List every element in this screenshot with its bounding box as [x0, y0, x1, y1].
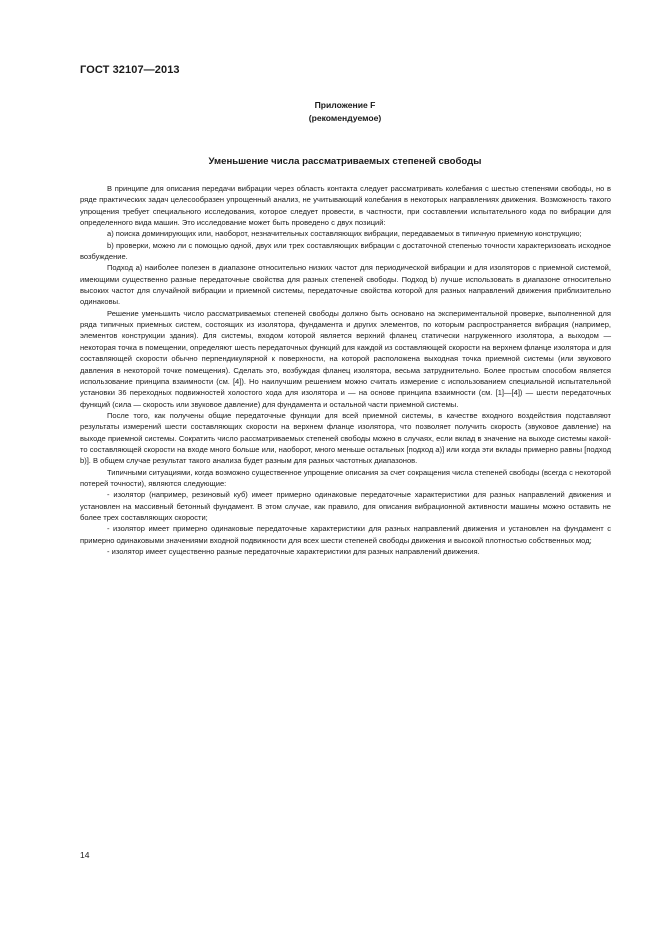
- list-item: - изолятор имеет существенно разные передаточные характеристики для разных направлений движения.: [107, 547, 480, 556]
- section-title: Уменьшение числа рассматриваемых степеней свободы: [208, 156, 482, 167]
- list-item: - изолятор имеет примерно одинаковые передаточные характеристики для разных направлений движения и установлен на фундамент с примерно одинаковыми значениями входной подвижности для всех шести степеней свободы движения и высокой плотностью собственных мод;: [80, 524, 611, 545]
- page-number: 14: [80, 850, 90, 860]
- appendix-status: (рекомендуемое): [308, 113, 382, 123]
- paragraph-approach-usage: Подход а) наиболее полезен в диапазоне относительно низких частот для периодической вибрации и для изоляторов с приемной системой, имеющими существенно разные передаточные свойства для разных степеней свободы. Подход b) лучше использовать в диапазоне относительно высоких частот для случайной вибрации и приемной системы, передаточные свойства которой для разных направлений движения приблизительно одинаковы.: [80, 263, 611, 307]
- body-text: [80, 183, 611, 557]
- paragraph-intro: В принципе для описания передачи вибрации через область контакта следует рассматривать колебания с шестью степенями свободы, но в ряде практических задач целесообразен упрощенный анализ, не учитывающий колебания в некоторых направлениях движения. Возможность такого упрощения требует специального исследования, которое следует провести, в частности, при составлении испытательного кода по вибрации для определенного вида машин. Это исследование может быть проведено с двух позиций:: [80, 184, 611, 228]
- paragraph-approach-a: а) поиска доминирующих или, наоборот, незначительных составляющих вибрации, передаваемых в типичную приемную конструкцию;: [107, 229, 582, 239]
- paragraph-typical-situations: Типичными ситуациями, когда возможно существенное упрощение описания за счет сокращения числа степеней свободы (всегда с некоторой потерей точности), являются следующие:: [80, 467, 611, 488]
- appendix-title: Приложение F: [314, 100, 376, 110]
- document-header: ГОСТ 32107—2013: [80, 64, 180, 76]
- list-item: - изолятор (например, резиновый куб) имеет примерно одинаковые передаточные характеристики для разных направлений движения и установлен на массивный бетонный фундамент. В этом случае, как правило, для описания вибрационной активности машины можно оставить не более трех составляющих скорости;: [80, 490, 611, 522]
- paragraph-decision: Решение уменьшить число рассматриваемых степеней свободы должно быть основано на экспериментальной проверке, выполненной для ряда типичных приемных систем, состоящих из изолятора, фундамента и других элементов, по которым распространяется вибрация (например, элементов конструкции здания). Для системы, входом которой является верхний фланец статически нагруженного изолятора, а выходом — некоторая точка в помещении, определяют шесть передаточных функций для каждой из составляющей скорости на верхнем фланце изолятора и для составляющей скорости обычно перпендикулярной к поверхности, на которой расположена выходная точка приемной системы (или звукового давления в некоторой точке помещения). Сделать это, возбуждая фланец изолятора, весьма затруднительно. Более простым способом является использование принципа взаимности (см. [4]). Но наилучшим решением можно считать измерение с использованием специальной испытательной установки 36 переходных подвижностей холостого хода для изолятора и — на основе принципа взаимности (см. [1]—[4]) — шести передаточных функций (сила — скорость или звуковое давление) для фундамента и остальной части приемной системы.: [80, 308, 611, 409]
- appendix-heading: [80, 99, 610, 125]
- paragraph-approach-b: b) проверки, можно ли с помощью одной, двух или трех составляющих вибрации с достаточной степенью точности характеризовать исходное возбуждение.: [80, 240, 611, 262]
- paragraph-transfer-functions: После того, как получены общие передаточные функции для всей приемной системы, в качестве входного воздействия подставляют результаты измерений шести составляющих скорости на верхнем фланце изолятора, что позволяет получить скорость (звуковое давление) на выходе приемной системы. Сократить число рассматриваемых степеней свободы можно в случаях, если вклад в значение на выходе системы какой-то составляющей скорости на входе много больше или, наоборот, много меньше остальных [подход а)] или когда эти вклады примерно равны [подход b)]. В общем случае результат такого анализа будет разным для разных частотных диапазонов.: [80, 410, 611, 466]
